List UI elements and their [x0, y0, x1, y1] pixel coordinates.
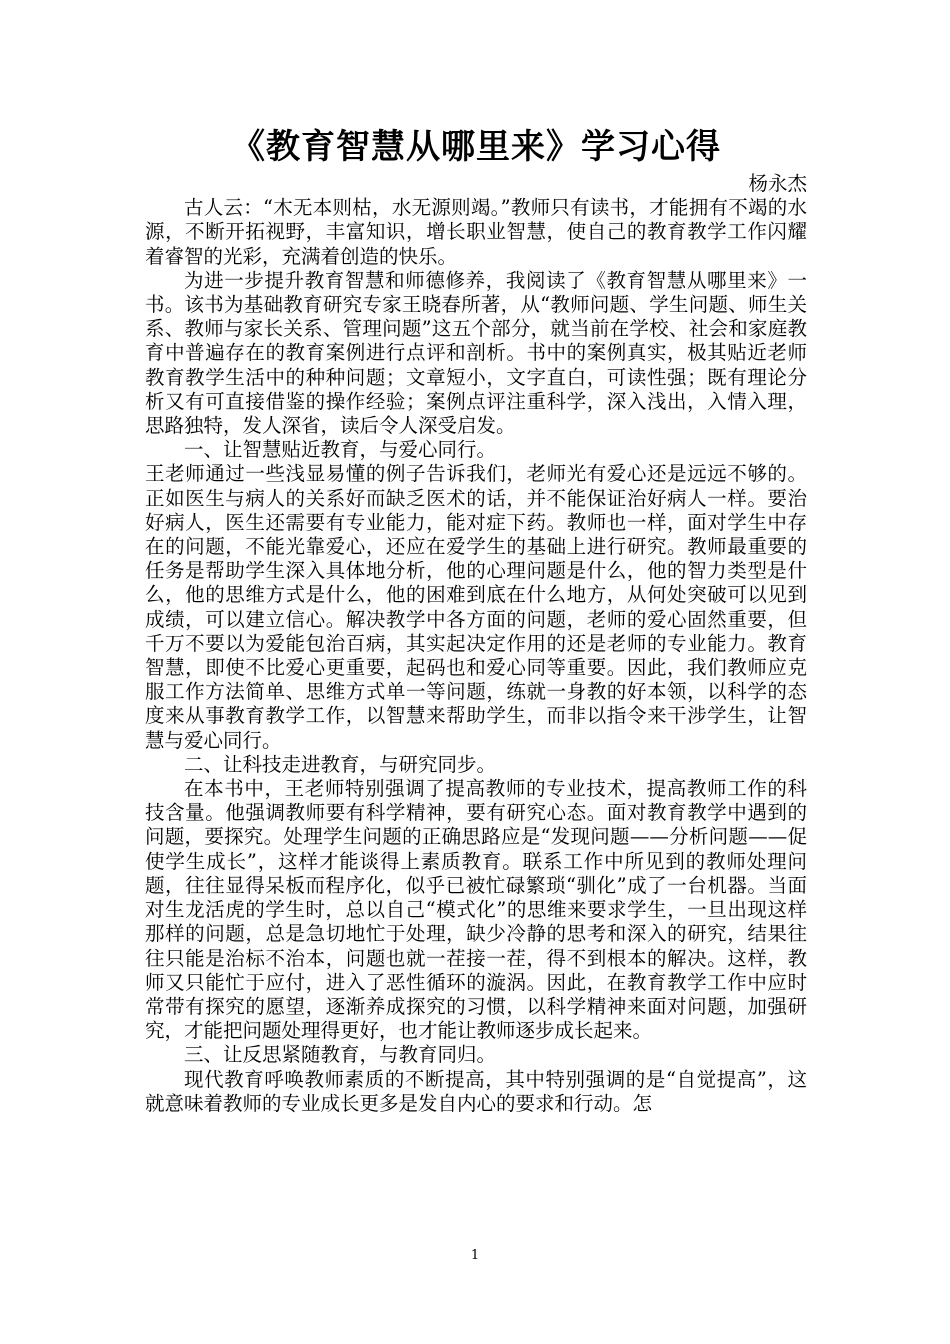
section-heading-3: 三、让反思紧随教育，与教育同归。	[184, 1043, 497, 1067]
paragraph-book-introduction: 为进一步提升教育智慧和师德修养，我阅读了《教育智慧从哪里来》一书。该书为基础教育研究专家王晓春所著，从“教师问题、学生问题、师生关系、教师与家长关系、管理问题”这五个部分，就当前在学校、社会和家庭教育中普遍存在的教育案例进行点评和剖析。书中的案例真实，极其贴近老师教育教学生活中的种种问题；文章短小，文字直白，可读性强；既有理论分析又有可直接借鉴的操作经验；案例点评注重科学，深入浅出，入情入理，思路独特，发人深省，读后令人深受启发。	[145, 268, 807, 438]
author-name: 杨永杰	[748, 172, 807, 195]
document-body	[145, 196, 807, 1116]
section-heading-2: 二、让科技走进教育，与研究同步。	[184, 752, 497, 776]
paragraph-section-3: 现代教育呼唤教师素质的不断提高，其中特别强调的是“自觉提高”，这就意味着教师的专业成长更多是发自内心的要求和行动。怎	[145, 1067, 807, 1115]
page-number: 1	[470, 1248, 480, 1263]
paragraph-section-1: 王老师通过一些浅显易懂的例子告诉我们，老师光有爱心还是远远不够的。正如医生与病人的关系好而缺乏医术的话，并不能保证治好病人一样。要治好病人，医生还需要有专业能力，能对症下药。教师也一样，面对学生中存在的问题，不能光靠爱心，还应在爱学生的基础上进行研究。教师最重要的任务是帮助学生深入具体地分析，他的心理问题是什么，他的智力类型是什么，他的思维方式是什么，他的困难到底在什么地方，从何处突破可以见到成绩，可以建立信心。解决教学中各方面的问题，老师的爱心固然重要，但千万不要以为爱能包治百病，其实起决定作用的还是老师的专业能力。教育智慧，即使不比爱心更重要，起码也和爱心同等重要。因此，我们教师应克服工作方法简单、思维方式单一等问题，练就一身教的好本领，以科学的态度来从事教育教学工作，以智慧来帮助学生，而非以指令来干涉学生，让智慧与爱心同行。	[145, 462, 807, 752]
paragraph-section-2: 在本书中，王老师特别强调了提高教师的专业技术，提高教师工作的科技含量。他强调教师要有科学精神，要有研究心态。面对教育教学中遇到的问题，要探究。处理学生问题的正确思路应是“发现问题——分析问题——促使学生成长”，这样才能谈得上素质教育。联系工作中所见到的教师处理问题，往往显得呆板而程序化，似乎已被忙碌繁琐“驯化”成了一台机器。当面对生龙活虎的学生时，总以自己“模式化”的思维来要求学生，一旦出现这样那样的问题，总是急切地忙于处理，缺少冷静的思考和深入的研究，结果往往只能是治标不治本，问题也就一茬接一茬，得不到根本的解决。这样，教师又只能忙于应付，进入了恶性循环的漩涡。因此，在教育教学工作中应时常带有探究的愿望，逐渐养成探究的习惯，以科学精神来面对问题，加强研究，才能把问题处理得更好，也才能让教师逐步成长起来。	[145, 777, 807, 1043]
document-page	[145, 122, 807, 1116]
document-title: 《教育智慧从哪里来》学习心得	[231, 127, 721, 167]
paragraph-intro: 古人云：“木无本则枯，水无源则竭。”教师只有读书，才能拥有不竭的水源，不断开拓视野，丰富知识，增长职业智慧，使自己的教育教学工作闪耀着睿智的光彩，充满着创造的快乐。	[145, 196, 807, 268]
section-heading-1: 一、让智慧贴近教育，与爱心同行。	[184, 438, 497, 462]
